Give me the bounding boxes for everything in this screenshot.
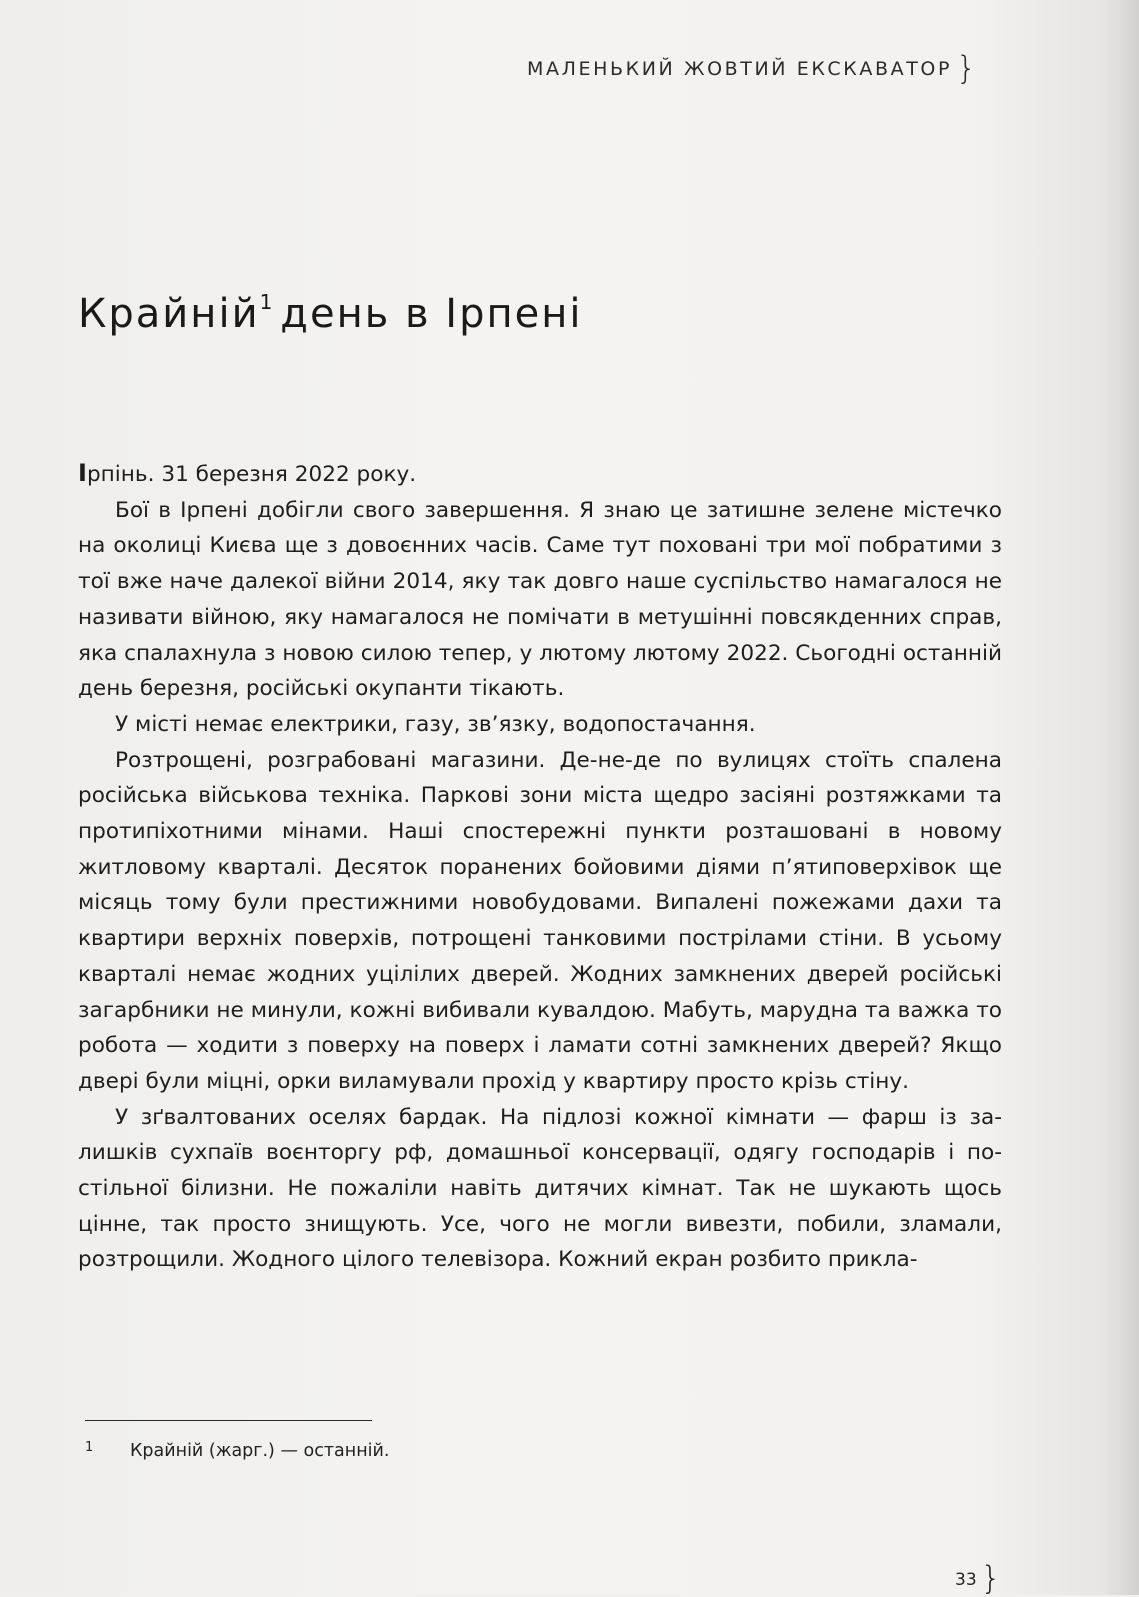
chapter-title xyxy=(78,290,583,337)
opening-line-text: рпінь. 31 березня 2022 року. xyxy=(86,462,417,487)
page-number-value: 33 xyxy=(955,1570,977,1590)
chapter-title-end: день в Ірпені xyxy=(280,291,583,337)
running-header xyxy=(527,49,979,87)
body-text xyxy=(78,456,1002,1278)
paragraph: У місті немає електрики, газу, зв’язку, водопостачання. xyxy=(115,711,756,737)
paragraph: Бої в Ірпені добігли свого завершення. Я знаю це затишне зелене містечко на околиці Києва ще з довоєнних часів. Саме тут поховані три мої побратими з тої вже наче далекої війни 2014, яку так довго наше суспільство намагалося не називати війною, яку намагалося не помічати в метушінні повсякденних справ, яка спалахнула з новою силою тепер, у лютому лютому 2022. Сьогодні останній день березня, російські окупанти тікають. xyxy=(78,497,1002,702)
footnote xyxy=(85,1440,389,1461)
page-number xyxy=(955,1559,1001,1597)
header-bracket: } xyxy=(956,49,979,87)
footnote-divider xyxy=(85,1420,372,1421)
chapter-title-start: Крайній xyxy=(78,291,260,337)
paragraph: У зґвалтованих оселях бардак. На підлозі кожної кімнати — фарш із залишків сухпаїв воєнторгу рф, домашньої консервації, одягу господарів і постільної білизни. Не пожаліли навіть дитячих кімнат. Так не шукають щось цінне, так просто знищують. Усе, чого не могли вивезти, побили, зламали, розтрощили. Жодного цілого телевізора. Кожний екран розбито прикла- xyxy=(78,1104,1002,1273)
running-header-text: МАЛЕНЬКИЙ ЖОВТИЙ ЕКСКАВАТОР xyxy=(527,58,953,80)
page-number-bracket: } xyxy=(980,1559,1001,1597)
footnote-reference: 1 xyxy=(259,290,273,314)
paragraph: Розтрощені, розграбовані магазини. Де-не-де по вулицях стоїть спалена російська військова техніка. Паркові зони міста щедро засіяні розтяжками та протипіхотними мінами. Наші спостережні пункти розташовані в новому житловому кварталі. Десяток поранених бойовими діями п’ятиповерхівок ще місяць тому були престижними новобудовами. Випалені пожежами дахи та квартири верхніх поверхів, потрощені танковими пострілами стіни. В усьому кварталі немає жодних уцілілих дверей. Жодних замкнених дверей російські загарбники не минули, кожні вибивали кувалдою. Мабуть, марудна та важка то робота — ходити з поверху на поверх і ламати сотні замкнених дверей? Якщо двері були міцні, орки виламували прохід у квартиру просто крізь стіну. xyxy=(78,747,1002,1094)
footnote-text: Крайній (жарг.) — останній. xyxy=(130,1441,390,1461)
dropcap: І xyxy=(78,459,87,487)
opening-line xyxy=(78,456,1002,493)
footnote-number: 1 xyxy=(85,1440,94,1455)
